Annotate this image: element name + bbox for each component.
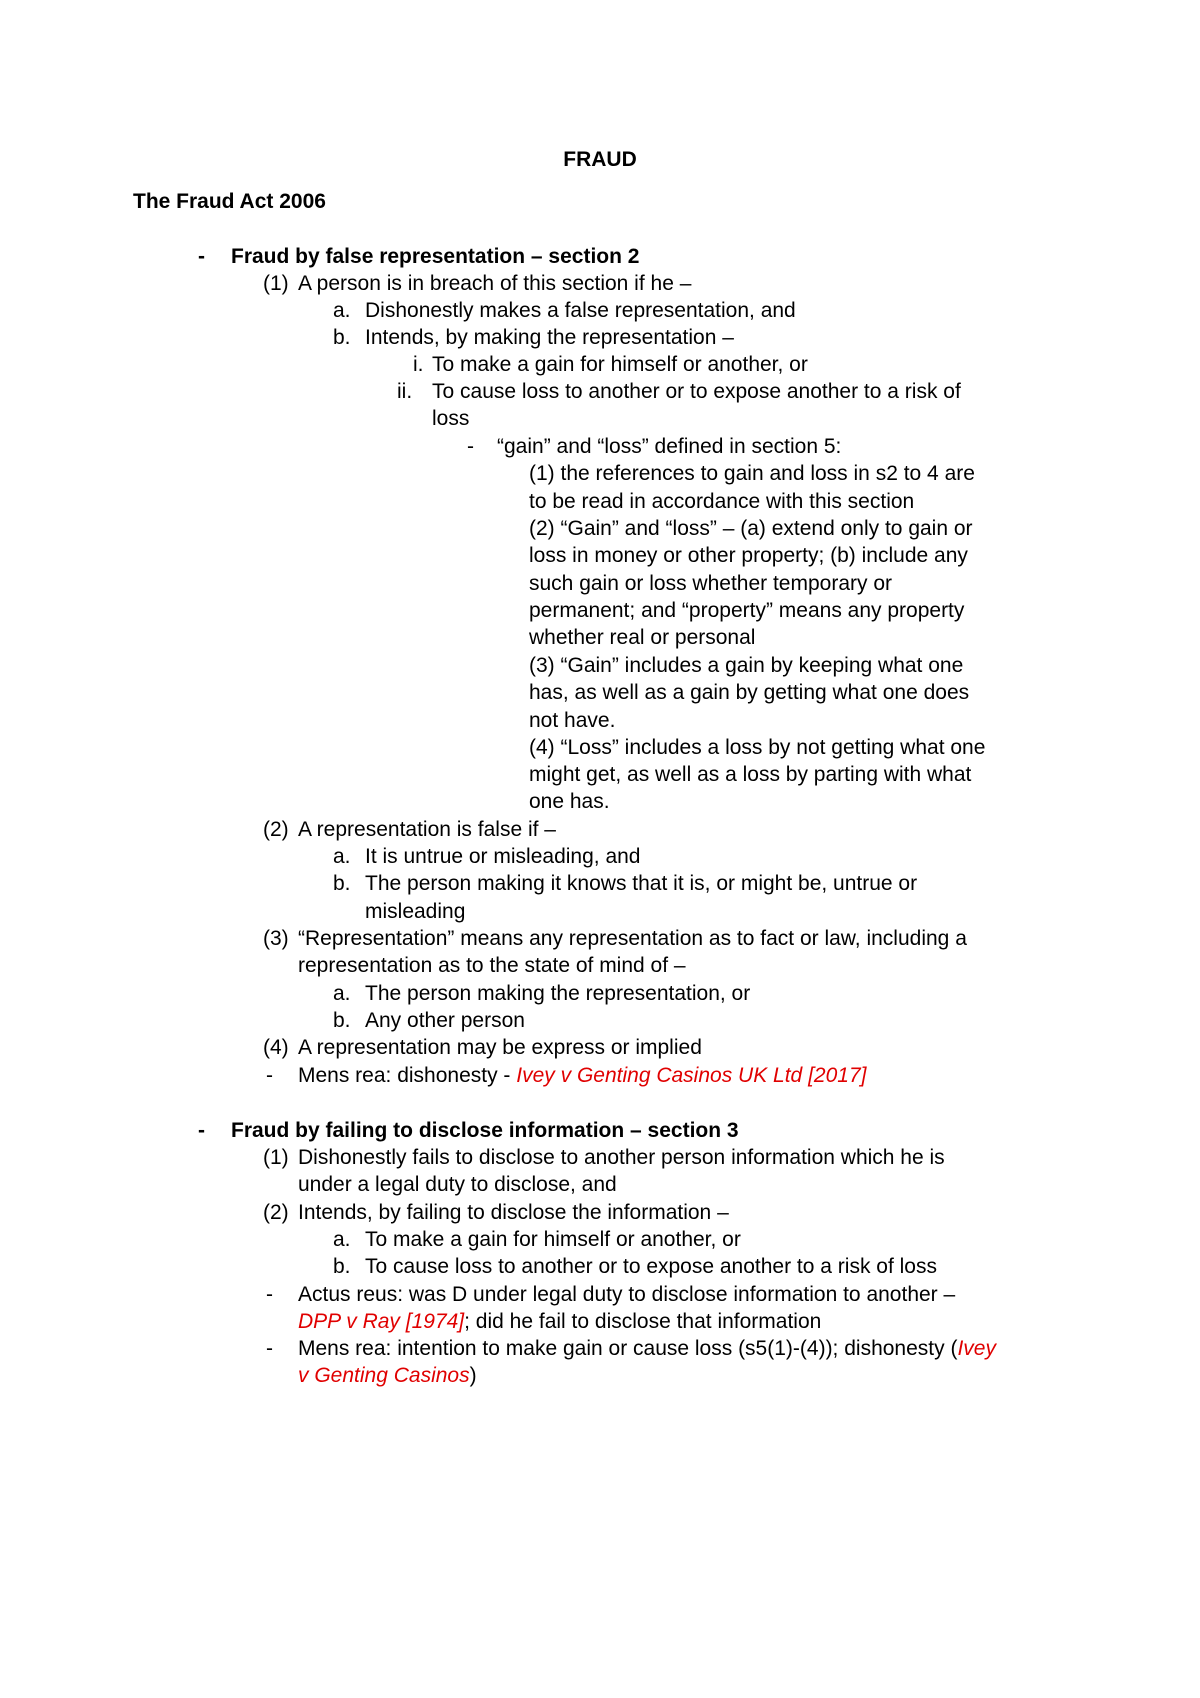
list-marker: a. xyxy=(333,982,351,1005)
list-item: To make a gain for himself or another, or xyxy=(432,353,808,376)
actus-reus-continuation xyxy=(298,1307,821,1336)
page-title: FRAUD xyxy=(563,148,637,171)
definition-line: (3) “Gain” includes a gain by keeping what one xyxy=(529,654,964,677)
actus-reus-line: Actus reus: was D under legal duty to disclose information to another – xyxy=(298,1283,956,1306)
para-text: Dishonestly fails to disclose to another person information which he is xyxy=(298,1146,945,1169)
bullet-dash: - xyxy=(467,435,474,458)
definition-line: whether real or personal xyxy=(529,626,756,649)
para-text: “Representation” means any representation as to fact or law, including a xyxy=(298,927,967,950)
para-number: (4) xyxy=(263,1036,289,1059)
para-text: Intends, by failing to disclose the information – xyxy=(298,1201,729,1224)
list-marker: b. xyxy=(333,872,351,895)
list-item: The person making the representation, or xyxy=(365,982,751,1005)
act-heading: The Fraud Act 2006 xyxy=(133,190,326,213)
para-text: A person is in breach of this section if he – xyxy=(298,272,692,295)
mens-rea-line xyxy=(298,1334,996,1363)
list-marker: a. xyxy=(333,845,351,868)
definition-line: might get, as well as a loss by parting with what xyxy=(529,763,972,786)
bullet-dash: - xyxy=(266,1283,273,1306)
closing-paren: ) xyxy=(469,1364,477,1387)
bullet-dash: - xyxy=(198,1119,205,1142)
case-citation: v Genting Casinos xyxy=(298,1364,470,1387)
para-text-continuation: representation as to the state of mind of – xyxy=(298,954,686,977)
definition-line: one has. xyxy=(529,790,610,813)
list-item: To cause loss to another or to expose another to a risk of loss xyxy=(365,1255,937,1278)
case-citation: Ivey v Genting Casinos UK Ltd [2017] xyxy=(516,1064,867,1087)
list-item: Any other person xyxy=(365,1009,525,1032)
para-number: (1) xyxy=(263,1146,289,1169)
list-marker: a. xyxy=(333,299,351,322)
list-item: Intends, by making the representation – xyxy=(365,326,734,349)
para-text-continuation: under a legal duty to disclose, and xyxy=(298,1173,617,1196)
definition-line: loss in money or other property; (b) include any xyxy=(529,544,968,567)
section2-heading: Fraud by false representation – section 2 xyxy=(231,245,640,268)
para-text: A representation may be express or implied xyxy=(298,1036,702,1059)
mens-rea-text: Mens rea: intention to make gain or cause loss (s5(1)-(4)); dishonesty ( xyxy=(298,1337,958,1360)
para-number: (3) xyxy=(263,927,289,950)
definition-line: permanent; and “property” means any property xyxy=(529,599,965,622)
para-text: A representation is false if – xyxy=(298,818,556,841)
list-item-continuation: misleading xyxy=(365,900,466,923)
definition-heading: “gain” and “loss” defined in section 5: xyxy=(497,435,842,458)
mens-rea-line xyxy=(298,1061,866,1090)
actus-reus-text: ; did he fail to disclose that information xyxy=(464,1310,822,1333)
definition-line: (4) “Loss” includes a loss by not getting what one xyxy=(529,736,986,759)
list-marker: a. xyxy=(333,1228,351,1251)
definition-line: has, as well as a gain by getting what one does xyxy=(529,681,970,704)
list-marker: ii. xyxy=(397,380,413,403)
list-marker: b. xyxy=(333,326,351,349)
para-number: (2) xyxy=(263,1201,289,1224)
list-item: To make a gain for himself or another, or xyxy=(365,1228,741,1251)
case-citation: Ivey xyxy=(957,1337,996,1360)
case-citation: DPP v Ray [1974] xyxy=(298,1310,465,1333)
para-number: (2) xyxy=(263,818,289,841)
mens-rea-continuation xyxy=(298,1361,477,1390)
section3-heading: Fraud by failing to disclose information – section 3 xyxy=(231,1119,739,1142)
para-number: (1) xyxy=(263,272,289,295)
definition-line: such gain or loss whether temporary or xyxy=(529,572,892,595)
list-item-continuation: loss xyxy=(432,407,470,430)
definition-line: to be read in accordance with this section xyxy=(529,490,915,513)
bullet-dash: - xyxy=(198,245,205,268)
list-marker: b. xyxy=(333,1255,351,1278)
definition-line: (1) the references to gain and loss in s2 to 4 are xyxy=(529,462,975,485)
bullet-dash: - xyxy=(266,1064,273,1087)
bullet-dash: - xyxy=(266,1337,273,1360)
list-marker: b. xyxy=(333,1009,351,1032)
list-marker: i. xyxy=(413,353,424,376)
list-item: The person making it knows that it is, or might be, untrue or xyxy=(365,872,918,895)
definition-line: (2) “Gain” and “loss” – (a) extend only to gain or xyxy=(529,517,973,540)
list-item: It is untrue or misleading, and xyxy=(365,845,641,868)
list-item: To cause loss to another or to expose another to a risk of xyxy=(432,380,961,403)
mens-rea-text: Mens rea: dishonesty - xyxy=(298,1064,517,1087)
definition-line: not have. xyxy=(529,709,616,732)
list-item: Dishonestly makes a false representation, and xyxy=(365,299,796,322)
